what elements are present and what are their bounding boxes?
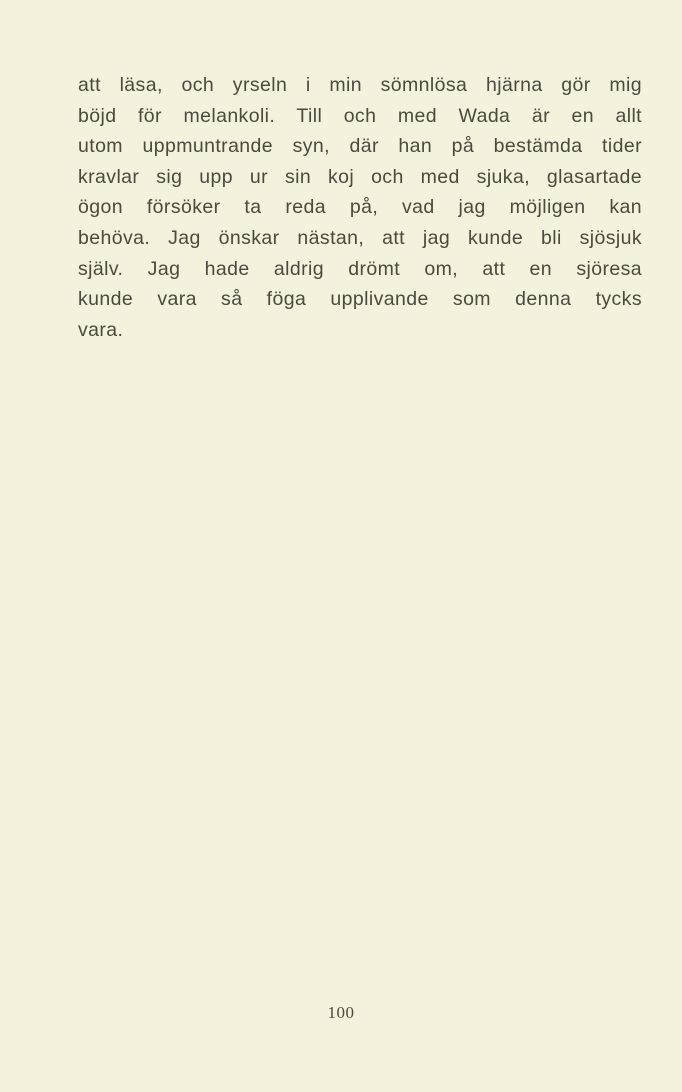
text-line-2: böjd för melankoli. Till och med Wada är en allt [78, 104, 642, 127]
body-text [78, 70, 642, 345]
text-line-3: utom uppmuntrande syn, där han på bestämda tider [78, 135, 642, 158]
text-line-5: ögon försöker ta reda på, vad jag möjligen kan [78, 196, 642, 219]
text-line-9: vara. [78, 318, 124, 341]
text-line-1: att läsa, och yrseln i min sömnlösa hjärna gör mig [78, 74, 642, 96]
text-line-8: kunde vara så föga upplivande som denna tycks [78, 288, 642, 311]
text-line-7: själv. Jag hade aldrig drömt om, att en sjöresa [78, 257, 642, 280]
page-number: 100 [327, 1003, 355, 1022]
text-line-6: behöva. Jag önskar nästan, att jag kunde bli sjösjuk [78, 226, 642, 249]
text-line-4: kravlar sig upp ur sin koj och med sjuka, glasartade [78, 165, 642, 188]
